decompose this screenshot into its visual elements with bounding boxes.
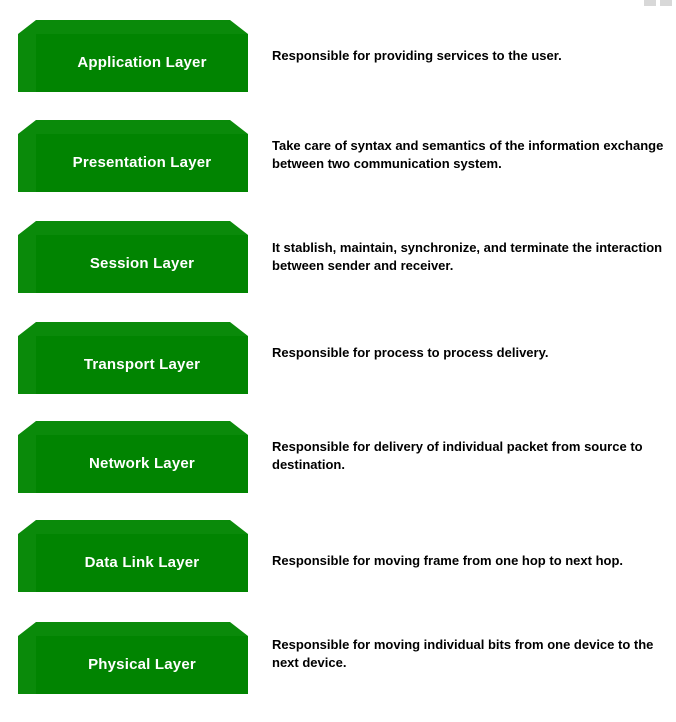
- layer-box[interactable]: [18, 20, 248, 92]
- layer-box-bevel-left: [18, 221, 36, 235]
- layer-box-left-face: [18, 235, 36, 293]
- layer-box-bevel-left: [18, 20, 36, 34]
- layer-row: [0, 20, 676, 120]
- layer-box-left-face: [18, 636, 36, 694]
- layer-box[interactable]: [18, 520, 248, 592]
- layer-box[interactable]: [18, 221, 248, 293]
- corner-marker-dash-2: [660, 0, 672, 6]
- layer-box[interactable]: [18, 322, 248, 394]
- layer-row: [0, 622, 676, 722]
- layer-box[interactable]: [18, 421, 248, 493]
- layer-description: Responsible for moving individual bits from one device to the next device.: [272, 637, 654, 670]
- layer-row: [0, 322, 676, 422]
- layer-box-front-face: [36, 134, 248, 192]
- corner-marker-dash-1: [644, 0, 656, 6]
- layer-box-bevel-left: [18, 120, 36, 134]
- layer-box-left-face: [18, 34, 36, 92]
- layer-box-front-face: [36, 336, 248, 394]
- corner-marker: [632, 0, 672, 8]
- layer-box-top-face: [36, 322, 230, 336]
- layer-name: Application Layer: [77, 54, 207, 71]
- layer-box-left-face: [18, 435, 36, 493]
- layer-description: It stablish, maintain, synchronize, and terminate the interaction between sender and receiver.: [272, 240, 663, 273]
- layer-box-top-face: [36, 20, 230, 34]
- layer-box-bevel-right: [230, 120, 248, 134]
- layer-name: Physical Layer: [88, 656, 196, 673]
- layer-name: Data Link Layer: [84, 554, 200, 571]
- layer-row: [0, 120, 676, 220]
- layer-description: Responsible for providing services to the user.: [272, 48, 562, 63]
- layer-box-bevel-right: [230, 221, 248, 235]
- layer-box-front-face: [36, 636, 248, 694]
- layer-box-bevel-right: [230, 20, 248, 34]
- layer-box-bevel-right: [230, 520, 248, 534]
- layer-box-top-face: [36, 421, 230, 435]
- layer-name: Session Layer: [89, 255, 195, 272]
- layer-description: Responsible for moving frame from one hop to next hop.: [272, 553, 624, 568]
- layer-row: [0, 421, 676, 521]
- layer-box-bevel-left: [18, 622, 36, 636]
- layer-description: Responsible for delivery of individual packet from source to destination.: [272, 439, 643, 472]
- layer-box-bevel-left: [18, 322, 36, 336]
- layer-description: Responsible for process to process delivery.: [272, 345, 549, 360]
- layer-box-top-face: [36, 622, 230, 636]
- layer-name: Presentation Layer: [72, 154, 212, 171]
- layer-box-bevel-left: [18, 421, 36, 435]
- layer-box[interactable]: [18, 622, 248, 694]
- layer-box-left-face: [18, 534, 36, 592]
- layer-row: [0, 520, 676, 620]
- layer-box-bevel-left: [18, 520, 36, 534]
- layer-box[interactable]: [18, 120, 248, 192]
- layer-box-top-face: [36, 221, 230, 235]
- layer-box-bevel-right: [230, 322, 248, 336]
- layer-box-front-face: [36, 34, 248, 92]
- layer-box-front-face: [36, 435, 248, 493]
- layer-box-bevel-right: [230, 622, 248, 636]
- layer-box-top-face: [36, 520, 230, 534]
- layer-description: Take care of syntax and semantics of the information exchange between two communication system.: [272, 138, 664, 171]
- layer-box-front-face: [36, 534, 248, 592]
- layer-box-left-face: [18, 134, 36, 192]
- layer-name: Network Layer: [89, 455, 195, 472]
- layer-name: Transport Layer: [83, 356, 201, 373]
- layer-box-bevel-right: [230, 421, 248, 435]
- layer-box-top-face: [36, 120, 230, 134]
- layer-row: [0, 221, 676, 321]
- layer-box-left-face: [18, 336, 36, 394]
- layer-box-front-face: [36, 235, 248, 293]
